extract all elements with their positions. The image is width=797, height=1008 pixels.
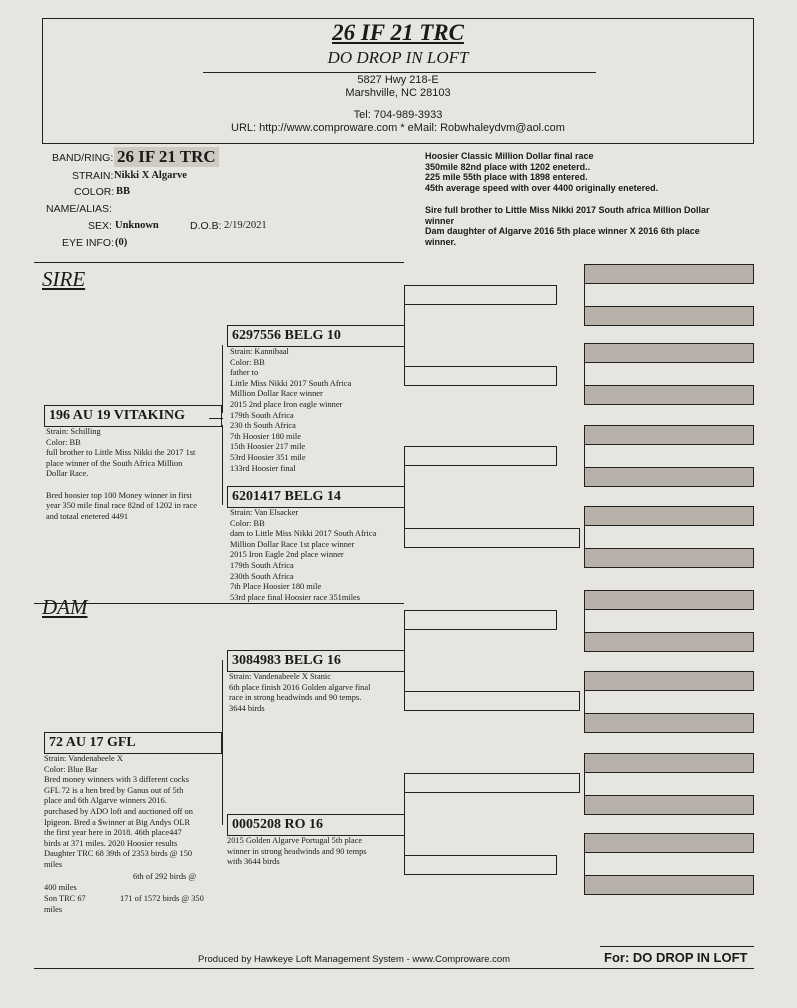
page-title: 26 IF 21 TRC xyxy=(332,20,464,45)
note-line: Dam daughter of Algarve 2016 5th place winner X 2016 6th place xyxy=(425,226,700,236)
performance-notes xyxy=(425,151,725,193)
detail-line xyxy=(46,480,197,491)
color-value: BB xyxy=(116,186,131,197)
sex-value: Unknown xyxy=(115,220,159,231)
detail-line: race in strong headwinds and 90 temps. xyxy=(229,693,362,703)
detail-line: Strain: Van Elsacker xyxy=(230,508,299,517)
detail-line: Color: BB xyxy=(230,357,265,367)
url-email: URL: http://www.comproware.com * eMail: Robwhaleydvm@aol.com xyxy=(231,122,565,134)
detail-line: Strain: Vandenabeele X Stanic xyxy=(229,672,331,681)
detail-line: year 350 mile final race 82nd of 1202 in race xyxy=(46,501,197,511)
detail-line: Strain: Kannibaal xyxy=(230,347,289,356)
band-label: BAND/RING: xyxy=(52,152,114,164)
detail-line: the first year here in 2018. 46th place447 xyxy=(44,828,182,838)
detail-line: Bred money winners with 3 different cocks xyxy=(44,775,189,785)
pedigree-gen3-box[interactable] xyxy=(404,528,580,548)
sire-band: 196 AU 19 VITAKING xyxy=(49,408,186,423)
dam-extra-line: Son TRC 67 xyxy=(44,894,86,903)
footer-right-rule xyxy=(600,946,754,947)
detail-line: 3644 birds xyxy=(229,703,265,713)
pedigree-gen4-box[interactable] xyxy=(584,590,754,610)
detail-line: 53rd Hoosier 351 mile xyxy=(230,452,306,462)
address-line-1: 5827 Hwy 218-E xyxy=(357,74,439,86)
footer-produced-by: Produced by Hawkeye Loft Management System - www.Comproware.com xyxy=(198,954,511,965)
address-line-2: Marshville, NC 28103 xyxy=(345,87,451,99)
sire-details xyxy=(46,427,197,522)
detail-line: 133rd Hoosier final xyxy=(230,463,296,473)
sex-label: SEX: xyxy=(88,220,112,232)
pedigree-gen4-box[interactable] xyxy=(584,425,754,445)
sire-dam-box[interactable] xyxy=(227,486,405,508)
pedigree-gen3-box[interactable] xyxy=(404,773,580,793)
detail-line: 7th Place Hoosier 180 mile xyxy=(230,582,322,592)
connector xyxy=(222,425,223,505)
pedigree-gen4-box[interactable] xyxy=(584,833,754,853)
name-alias-label: NAME/ALIAS: xyxy=(46,203,112,215)
loft-name: DO DROP IN LOFT xyxy=(327,48,469,67)
pedigree-gen4-box[interactable] xyxy=(584,713,754,733)
strain-value: Nikki X Algarve xyxy=(114,170,187,181)
detail-line: 2015 2nd place Iron eagle winner xyxy=(230,399,343,409)
dam-section-label: DAM xyxy=(42,595,88,619)
detail-line: place winner of the South Africa Million xyxy=(46,458,183,468)
parentage-notes xyxy=(425,205,725,247)
note-line: 45th average speed with over 4400 originally enetered. xyxy=(425,182,659,193)
pedigree-gen3-box[interactable] xyxy=(404,610,557,630)
detail-line: with 3644 birds xyxy=(227,857,280,867)
detail-line: purchased by ADO loft and auctioned off on xyxy=(44,806,193,816)
detail-line: Little Miss Nikki 2017 South Africa xyxy=(230,378,352,388)
footer-for-loft: For: DO DROP IN LOFT xyxy=(604,950,748,965)
detail-line: and totaal enetered 4491 xyxy=(46,511,129,521)
pedigree-gen4-box[interactable] xyxy=(584,506,754,526)
dob-value: 2/19/2021 xyxy=(224,220,267,231)
detail-line: dam to Little Miss Nikki 2017 South Africa xyxy=(230,529,377,539)
color-label: COLOR: xyxy=(74,186,115,198)
band-value: 26 IF 21 TRC xyxy=(114,147,219,167)
detail-line: Color: BB xyxy=(230,518,265,528)
sire-sire-details xyxy=(230,347,351,474)
pedigree-gen3-box[interactable] xyxy=(404,446,557,466)
detail-line: Strain: Schilling xyxy=(46,427,101,436)
pedigree-gen4-box[interactable] xyxy=(584,264,754,284)
note-line: 225 mile 55th place with 1898 entered. xyxy=(425,172,588,182)
pedigree-gen4-box[interactable] xyxy=(584,875,754,895)
connector xyxy=(222,660,223,745)
detail-line: Color: Blue Bar xyxy=(44,764,98,774)
dam-band: 72 AU 17 GFL xyxy=(49,735,136,750)
connector xyxy=(222,345,223,413)
sire-box[interactable] xyxy=(44,405,222,427)
pedigree-gen4-box[interactable] xyxy=(584,753,754,773)
pedigree-gen4-box[interactable] xyxy=(584,548,754,568)
detail-line: Strain: Vandenabeele X xyxy=(44,754,123,763)
detail-line: winner in strong headwinds and 90 temps xyxy=(227,846,367,856)
telephone: Tel: 704-989-3933 xyxy=(353,109,443,121)
dam-box[interactable] xyxy=(44,732,222,754)
detail-line: Ipigeon. Bred a $winner at Big Andys OLR xyxy=(44,817,191,827)
eye-info-value: (0) xyxy=(115,237,128,248)
dam-extra-line: 6th of 292 birds @ xyxy=(133,872,197,881)
note-line: Hoosier Classic Million Dollar final race xyxy=(425,151,594,161)
detail-line: Bred hoosier top 100 Money winner in first xyxy=(46,490,192,500)
detail-line: 179th South Africa xyxy=(230,560,294,570)
dob-label: D.O.B: xyxy=(190,220,222,232)
pedigree-gen4-box[interactable] xyxy=(584,385,754,405)
pedigree-gen3-box[interactable] xyxy=(404,285,557,305)
dam-extra-line: miles xyxy=(44,905,63,914)
detail-line: 6th place finish 2016 Golden algarve final xyxy=(229,682,371,692)
dam-extra-line: 400 miles xyxy=(44,883,77,892)
note-line: winner xyxy=(425,215,455,226)
pedigree-gen4-box[interactable] xyxy=(584,343,754,363)
dam-sire-band: 3084983 BELG 16 xyxy=(232,653,341,668)
dam-details xyxy=(44,754,193,871)
detail-line: full brother to Little Miss Nikki the 2017 1st xyxy=(46,448,196,458)
sire-dam-band: 6201417 BELG 14 xyxy=(232,489,341,504)
pedigree-gen4-box[interactable] xyxy=(584,467,754,487)
note-line: Sire full brother to Little Miss Nikki 2017 South africa Million Dollar xyxy=(425,205,710,215)
sire-section-label: SIRE xyxy=(42,267,86,291)
pedigree-gen4-box[interactable] xyxy=(584,306,754,326)
sire-dam-details xyxy=(230,508,376,603)
pedigree-gen3-box[interactable] xyxy=(404,691,580,711)
detail-line: 230th South Africa xyxy=(230,571,294,581)
strain-label: STRAIN: xyxy=(72,170,114,182)
pedigree-gen3-box[interactable] xyxy=(404,855,557,875)
dam-sire-box[interactable] xyxy=(227,650,405,672)
detail-line: Daughter TRC 68 39th of 2353 birds @ 150 xyxy=(44,849,193,859)
pedigree-gen4-box[interactable] xyxy=(584,671,754,691)
detail-line: GFL 72 is a hen bred by Ganus out of 5th xyxy=(44,785,184,795)
footer-rule xyxy=(34,968,754,969)
detail-line: 179th South Africa xyxy=(230,410,294,420)
note-line: 350mile 82nd place with 1202 eneterd.. xyxy=(425,161,591,172)
pedigree-gen3-box[interactable] xyxy=(404,366,557,386)
detail-line: 15th Hoosier 217 mile xyxy=(230,442,306,452)
note-line: winner. xyxy=(425,236,457,247)
detail-line: place and 6th Algarve winners 2016. xyxy=(44,796,167,806)
detail-line: 53rd place final Hoosier race 351miles xyxy=(230,592,360,602)
detail-line: Dollar Race. xyxy=(46,469,89,479)
dam-sire-details xyxy=(229,672,370,714)
detail-line: 2015 Iron Eagle 2nd place winner xyxy=(230,550,344,560)
pedigree-gen4-box[interactable] xyxy=(584,795,754,815)
sire-sire-box[interactable] xyxy=(227,325,405,347)
dam-dam-details xyxy=(227,836,367,868)
detail-line: Color: BB xyxy=(46,437,81,447)
header-divider xyxy=(203,72,596,73)
sire-sire-band: 6297556 BELG 10 xyxy=(232,328,341,343)
detail-line: birds at 371 miles. 2020 Hoosier results xyxy=(44,838,178,848)
detail-line: Million Dollar Race 1st place winner xyxy=(230,539,355,549)
dam-dam-band: 0005208 RO 16 xyxy=(232,817,323,832)
detail-line: 230 th South Africa xyxy=(230,421,296,431)
connector xyxy=(222,745,223,825)
detail-line: miles xyxy=(44,859,63,869)
sire-section-rule xyxy=(34,262,404,263)
eye-info-label: EYE INFO: xyxy=(62,237,114,249)
dam-dam-box[interactable] xyxy=(227,814,405,836)
detail-line: Million Dollar Race winner xyxy=(230,389,323,399)
pedigree-gen4-box[interactable] xyxy=(584,632,754,652)
detail-line: father to xyxy=(230,368,259,378)
dam-extra-line: 171 of 1572 birds @ 350 xyxy=(120,894,204,903)
detail-line: 7th Hoosier 180 mile xyxy=(230,431,301,441)
detail-line: 2015 Golden Algarve Portugal 5th place xyxy=(227,836,363,845)
